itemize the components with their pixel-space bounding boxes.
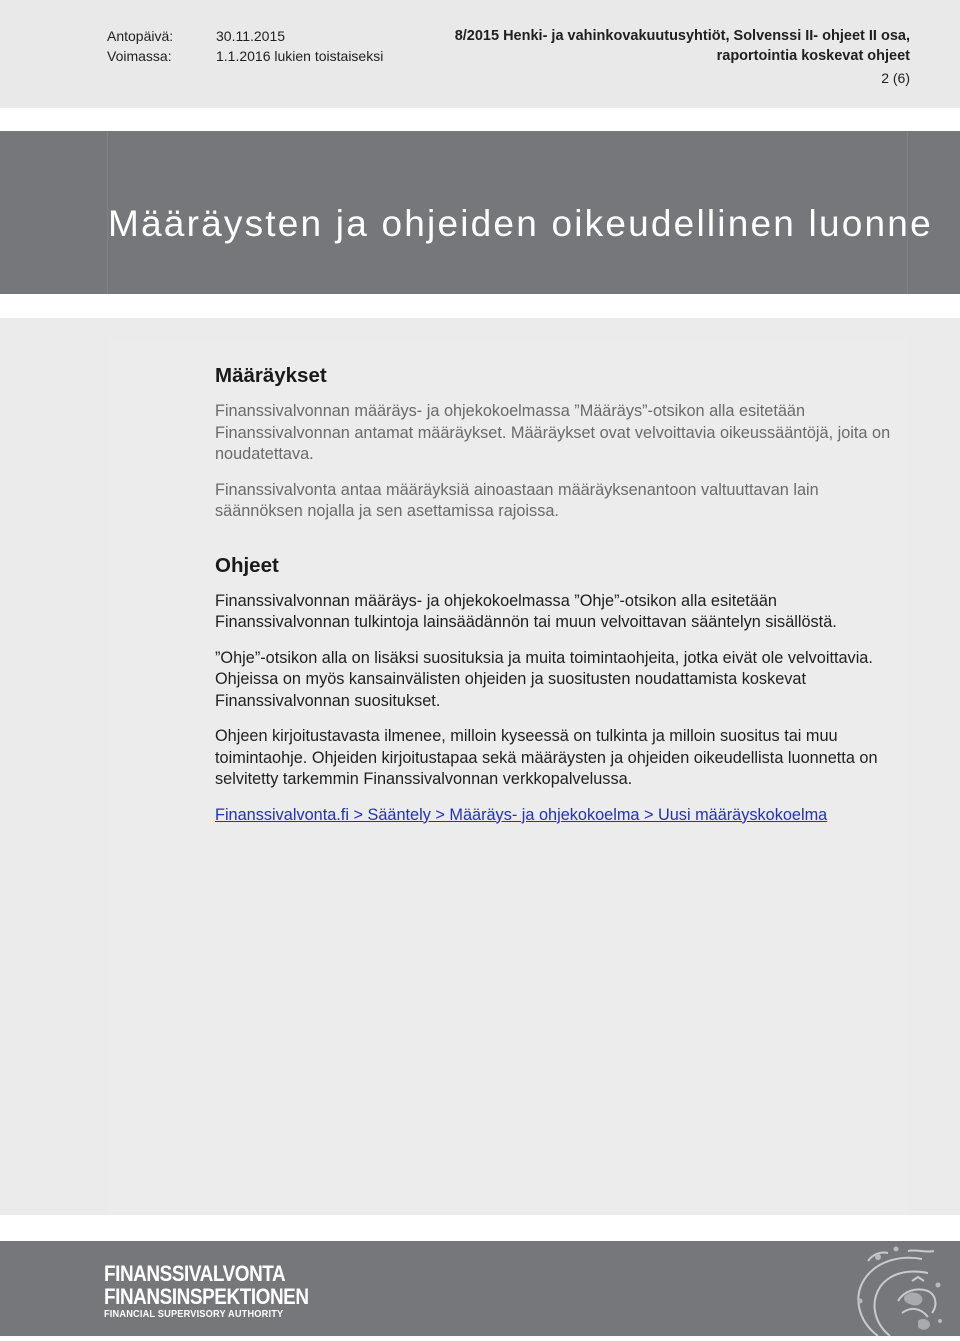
guidelines-paragraph-2: ”Ohje”-otsikon alla on lisäksi suosituksia ja muita toimintaohjeita, jotka eivät ole velvoittavia. Ohjeissa on myös kansainvälisten ohjeiden ja suositusten noudattamista koskevat Finanssivalvonnan suositukset. [215,648,873,710]
valid-from-value: 1.1.2016 lukien toistaiseksi [216,48,384,64]
guidelines-paragraph-1: Finanssivalvonnan määräys- ja ohjekokoelmassa ”Ohje”-otsikon alla esitetään Finanssivalvonnan tulkintoja lainsäädännön tai muun velvoittavan sääntelyn sisällöstä. [215,591,837,631]
main-content [215,364,905,826]
document-title-line1: 8/2015 Henki- ja vahinkovakuutusyhtiöt, Solvenssi II- ohjeet II osa, [454,28,910,44]
logo-line-swedish: FINANSINSPEKTIONEN [104,1284,309,1309]
guidelines-paragraph-3: Ohjeen kirjoitustavasta ilmenee, milloin kyseessä on tulkinta ja milloin suositus tai muu toimintaohje. Ohjeiden kirjoitustapaa sekä määräysten ja ohjeiden oikeudellista luonnetta on selvitetty tarkemmin Finanssivalvonnan verkkopalvelussa. [215,727,878,788]
finanssivalvonta-logo [104,1262,342,1321]
regulation-collection-link[interactable]: Finanssivalvonta.fi > Sääntely > Määräys- ja ohjekokoelma > Uusi määräyskokoelma [215,805,828,824]
document-title-line2: raportointia koskevat ohjeet [716,48,910,64]
guidelines-heading: Ohjeet [215,553,279,577]
heraldic-lion-emblem-icon [838,1241,948,1336]
page-title: Määräysten ja ohjeiden oikeudellinen luonne [108,203,933,244]
issued-date-label: Antopäivä: [107,28,174,44]
logo-line-english: FINANCIAL SUPERVISORY AUTHORITY [104,1309,284,1320]
regulations-heading: Määräykset [215,364,327,387]
page-number: 2 (6) [881,70,910,86]
regulations-paragraph-2: Finanssivalvonta antaa määräyksiä ainoastaan määräyksenantoon valtuuttavan lain säännöksen nojalla ja sen asettamissa rajoissa. [215,480,819,520]
valid-from-label: Voimassa: [107,48,172,64]
issued-date-value: 30.11.2015 [216,28,286,44]
logo-line-finnish: FINANSSIVALVONTA [104,1261,286,1286]
regulations-paragraph-1: Finanssivalvonnan määräys- ja ohjekokoelmassa ”Määräys”-otsikon alla esitetään Finanssivalvonnan antamat määräykset. Määräykset ovat velvoittavia oikeussääntöjä, joita on noudatettava. [215,402,891,463]
title-banner [0,131,960,294]
